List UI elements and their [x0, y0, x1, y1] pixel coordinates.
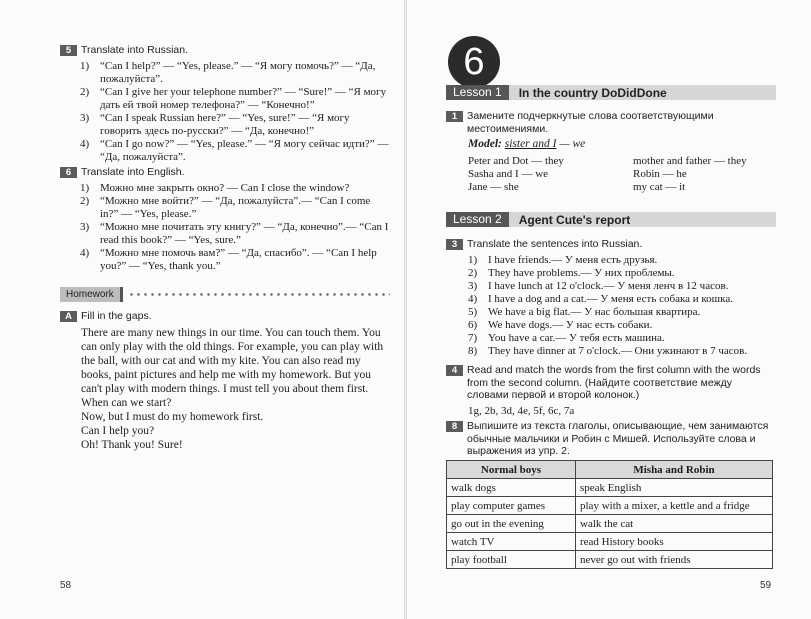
- paragraph: When can we start?: [81, 396, 172, 409]
- list-item: 1) I have friends.— У меня есть друзья.: [468, 253, 658, 266]
- exercise-instruction: Fill in the gaps.: [81, 310, 152, 322]
- lesson-title: In the country DoDidDone: [518, 85, 667, 100]
- list-item: 1) “Can I help?” — “Yes, please.” — “Я могу помочь?” — “Да, пожалуйста”.: [80, 59, 376, 85]
- paragraph: Can I help you?: [81, 424, 155, 437]
- exercise-5: [60, 44, 390, 164]
- exercise-3: [446, 238, 776, 358]
- list-item: 4) “Can I go now?” — “Yes, please.” — “Я могу сейчас идти?” — “Да, пожалуйста”.: [80, 137, 389, 163]
- exercise-number-badge: 6: [60, 167, 77, 178]
- list-item: 4) “Можно мне помочь вам?” — “Да, спасибо”. — “Can I help you?” — “Yes, thank you.”: [80, 246, 377, 272]
- list-item: 2) “Can I give her your telephone number?” — “Sure!” — “Я могу дать ей твой номер телефона?” — “Конечно!”: [80, 85, 387, 111]
- exercise-4: [446, 364, 776, 418]
- list-item: 2) “Можно мне войти?” — “Да, пожалуйста”.— “Can I come in?” — “Yes, please.”: [80, 194, 371, 220]
- page-number: 58: [60, 580, 72, 591]
- lesson-tag: Lesson 1: [446, 85, 509, 100]
- exercise-instruction: Translate the sentences into Russian.: [467, 238, 643, 250]
- exercise-number-badge: 5: [60, 45, 77, 56]
- list-item: 3) “Можно мне почитать эту книгу?” — “Да, конечно”.— “Can I read this book?” — “Yes, sure.”: [80, 220, 389, 246]
- exercise-1: [446, 110, 776, 194]
- exercise-number-badge: A: [60, 311, 77, 322]
- paragraph: There are many new things in our time. You can touch them. You can only play with the old things. For example, you can play with the ball, with our cat and with my kite. You can also read my books, paint pictures and help me with my homework. But you can't play with modern things. I must tell you about them first.: [81, 326, 384, 395]
- page-number: 59: [760, 580, 772, 591]
- list-item: 4) I have a dog and a cat.— У меня есть собака и кошка.: [468, 292, 733, 305]
- column-header: Normal boys: [447, 461, 576, 479]
- list-item: 1) Можно мне закрыть окно? — Can I close the window?: [80, 181, 350, 194]
- table-row: play football never go out with friends: [447, 551, 773, 569]
- model-example: Model: sister and I — we: [468, 138, 586, 150]
- list-item: 6) We have dogs.— У нас есть собаки.: [468, 318, 653, 331]
- exercise-8: [446, 420, 776, 458]
- unit-number-badge: 6: [448, 36, 500, 88]
- exercise-instruction: Замените подчеркнутые слова соответствующими местоимениями.: [467, 110, 714, 135]
- list-item: 5) We have a big flat.— У нас большая квартира.: [468, 305, 701, 318]
- list-item: 3) I have lunch at 12 o'clock.— У меня ленч в 12 часов.: [468, 279, 729, 292]
- table-header-row: [447, 461, 773, 479]
- exercise-number-badge: 3: [446, 239, 463, 250]
- list-item: 8) They have dinner at 7 o'clock.— Они ужинают в 7 часов.: [468, 344, 748, 357]
- exercise-instruction: Read and match the words from the first column with the words from the second column. (Найдите соответствие между словами первой и второй колонок.): [467, 364, 761, 401]
- table-row: walk dogs speak English: [447, 479, 773, 497]
- exercise-instruction: Translate into English.: [81, 166, 185, 178]
- table-row: play computer games play with a mixer, a kettle and a fridge: [447, 497, 773, 515]
- list-item: 2) They have problems.— У них проблемы.: [468, 266, 675, 279]
- pronoun-grid: Peter and Dot — they mother and father — they Sasha and I — we Robin — he Jane — she my cat — it: [468, 155, 747, 193]
- exercise-number-badge: 8: [446, 421, 463, 432]
- lesson-tag: Lesson 2: [446, 212, 509, 227]
- paragraph: Now, but I must do my homework first.: [81, 410, 264, 423]
- homework-label: Homework: [60, 287, 123, 302]
- table-row: go out in the evening walk the cat: [447, 515, 773, 533]
- exercise-6: [60, 166, 390, 273]
- book-spine: [404, 0, 407, 619]
- lesson-1-bar: [446, 85, 776, 100]
- exercise-instruction: Выпишите из текста глаголы, описывающие, чем занимаются обычные мальчики и Робин с Мишей. Используйте слова и выражения из упр. 2.: [467, 420, 769, 457]
- exercise-number-badge: 1: [446, 111, 463, 122]
- table-row: watch TV read History books: [447, 533, 773, 551]
- homework-bar: [60, 286, 390, 302]
- exercise-number-badge: 4: [446, 365, 463, 376]
- paragraph: Oh! Thank you! Sure!: [81, 438, 183, 451]
- word-table: [446, 460, 773, 569]
- dotted-divider: [128, 293, 390, 296]
- lesson-title: Agent Cute's report: [518, 212, 631, 227]
- column-header: Misha and Robin: [576, 461, 773, 479]
- exercise-instruction: Translate into Russian.: [81, 44, 188, 56]
- answer-line: 1g, 2b, 3d, 4e, 5f, 6c, 7a: [468, 404, 575, 417]
- lesson-2-bar: [446, 212, 776, 227]
- exercise-a: [60, 310, 390, 452]
- list-item: 7) You have a car.— У тебя есть машина.: [468, 331, 665, 344]
- list-item: 3) “Can I speak Russian here?” — “Yes, sure!” — “Я могу говорить здесь по-русски?” — “Да, конечно!”: [80, 111, 350, 137]
